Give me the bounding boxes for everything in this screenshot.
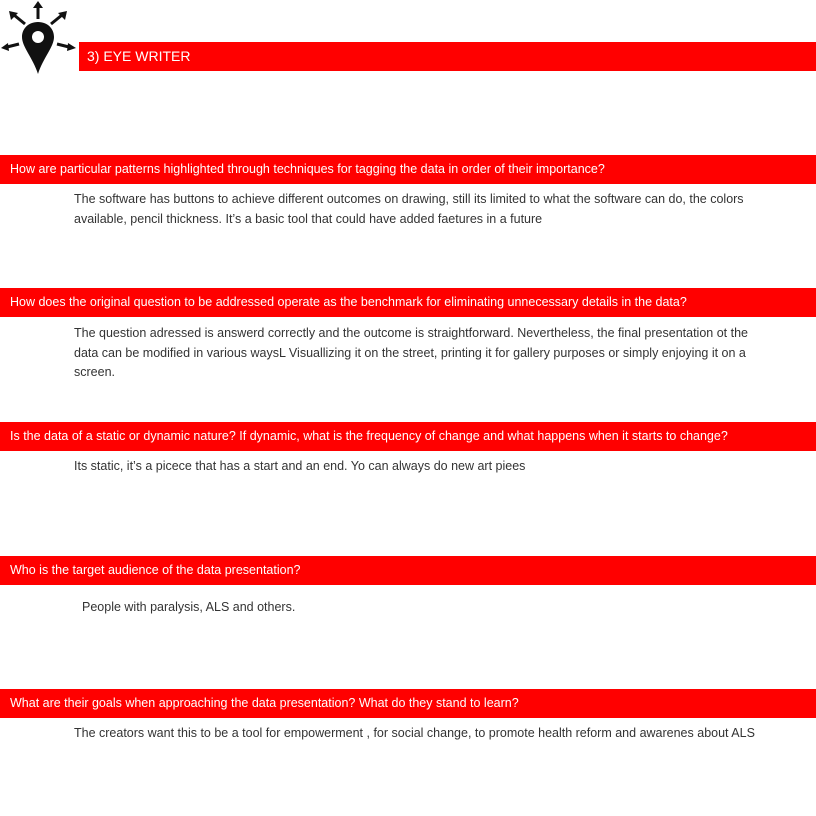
answer-2: The question adressed is answerd correctly and the outcome is straightforward. Nevertheless, the final presentation ot the data can be modified in various waysL Visuallizing it on the street, printing it for gallery purposes or simply enjoying it on a screen.	[74, 326, 748, 379]
location-pin-arrows-icon	[0, 0, 78, 78]
page-title: 3) EYE WRITER	[79, 42, 816, 71]
answer-4: People with paralysis, ALS and others.	[82, 600, 296, 614]
question-3: Is the data of a static or dynamic nature? If dynamic, what is the frequency of change and what happens when it starts to change?	[0, 422, 816, 451]
answer-3: Its static, it’s a picece that has a start and an end. Yo can always do new art piees	[74, 459, 526, 473]
answer-5: The creators want this to be a tool for empowerment , for social change, to promote health reform and awarenes about ALS	[74, 726, 755, 740]
answer-1: The software has buttons to achieve different outcomes on drawing, still its limited to what the software can do, the colors available, pencil thickness. It’s a basic tool that could have added faetures in a future	[74, 192, 744, 226]
question-4: Who is the target audience of the data presentation?	[0, 556, 816, 585]
question-5: What are their goals when approaching the data presentation? What do they stand to learn?	[0, 689, 816, 718]
question-1: How are particular patterns highlighted through techniques for tagging the data in order of their importance?	[0, 155, 816, 184]
question-2: How does the original question to be addressed operate as the benchmark for eliminating unnecessary details in the data?	[0, 288, 816, 317]
